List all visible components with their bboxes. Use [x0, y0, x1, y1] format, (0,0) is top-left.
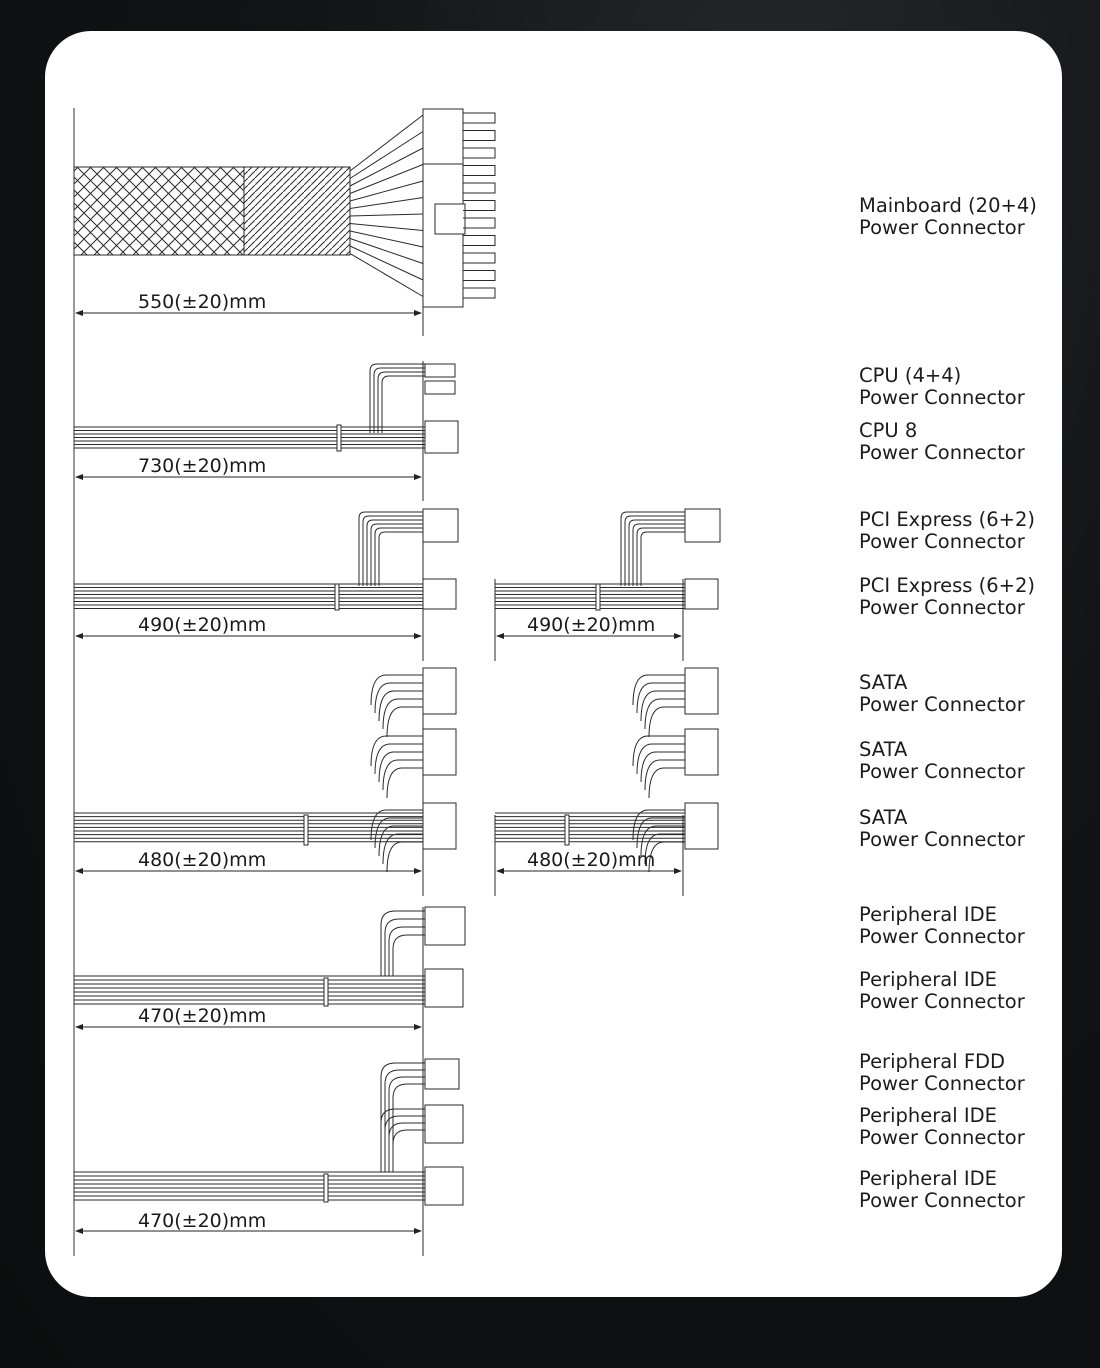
pci-cable-right [495, 509, 720, 661]
pci-cable-left [74, 509, 458, 661]
peripheral-length-2: 470(±20)mm [138, 1210, 267, 1232]
label-pci-1: PCI Express (6+2) Power Connector [859, 508, 1036, 553]
cable-diagram-card [45, 31, 1062, 1297]
sata-dimension-right [497, 849, 681, 871]
label-peripheral-fdd: Peripheral FDD Power Connector [859, 1050, 1025, 1095]
pci-dimension-left [76, 614, 421, 636]
mainboard-dimension [76, 291, 421, 313]
label-sata-3: SATA Power Connector [859, 806, 1025, 851]
sata-dimension-left [76, 849, 421, 871]
cpu-length: 730(±20)mm [138, 455, 267, 477]
label-pci-2: PCI Express (6+2) Power Connector [859, 574, 1036, 619]
label-sata-2: SATA Power Connector [859, 738, 1025, 783]
peripheral-length-1: 470(±20)mm [138, 1005, 267, 1027]
peripheral-cable-1 [74, 907, 465, 1059]
cpu-cable [74, 361, 458, 501]
pci-dimension-right [497, 614, 681, 636]
peripheral-dimension-1 [76, 1005, 421, 1027]
label-peripheral-ide-1: Peripheral IDE Power Connector [859, 903, 1025, 948]
label-sata-1: SATA Power Connector [859, 671, 1025, 716]
label-mainboard: Mainboard (20+4) Power Connector [859, 194, 1037, 239]
sata-length-right: 480(±20)mm [527, 849, 656, 871]
mainboard-length: 550(±20)mm [138, 291, 267, 313]
cpu-dimension [76, 455, 421, 477]
peripheral-dimension-2 [76, 1210, 421, 1232]
label-cpu-4-4: CPU (4+4) Power Connector [859, 364, 1025, 409]
pci-length-left: 490(±20)mm [138, 614, 267, 636]
label-cpu-8: CPU 8 Power Connector [859, 419, 1025, 464]
pci-length-right: 490(±20)mm [527, 614, 656, 636]
label-peripheral-ide-4: Peripheral IDE Power Connector [859, 1167, 1025, 1212]
label-peripheral-ide-2: Peripheral IDE Power Connector [859, 968, 1025, 1013]
peripheral-cable-2 [74, 1059, 463, 1256]
sata-length-left: 480(±20)mm [138, 849, 267, 871]
label-peripheral-ide-3: Peripheral IDE Power Connector [859, 1104, 1025, 1149]
